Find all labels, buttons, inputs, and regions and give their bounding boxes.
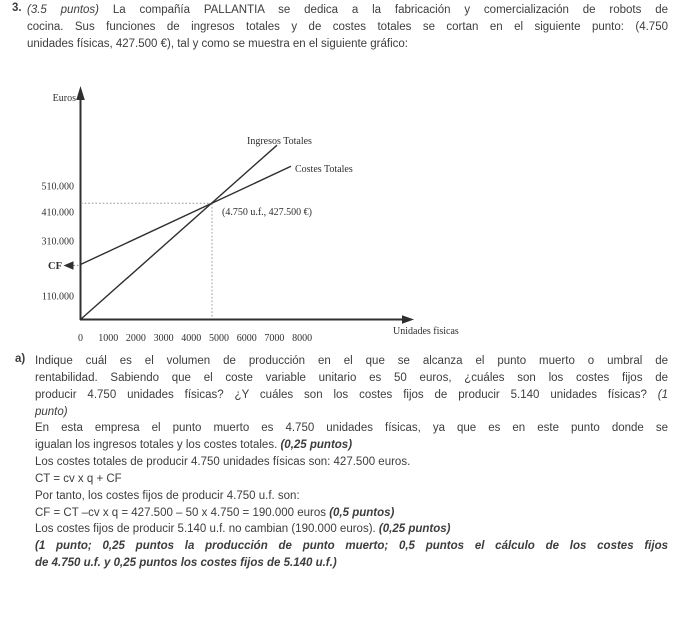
x-tick-0: 0: [78, 333, 83, 344]
x-tick-6000: 6000: [236, 333, 257, 344]
part-a-text: [35, 353, 668, 572]
cf-arrow-icon: [64, 261, 74, 269]
y-axis-arrow-icon: [76, 86, 85, 100]
y-tick-410000: 410.000: [41, 207, 74, 219]
cf-label: CF: [48, 261, 62, 272]
x-tick-8000: 8000: [292, 333, 313, 344]
x-axis-arrow-icon: [402, 315, 414, 324]
part-a-line-2: rentabilidad. Sabiendo que el coste variable unitario es 50 euros, ¿cuáles son los costes fijos de: [35, 371, 668, 384]
intro-line-1: [27, 2, 668, 19]
part-a-points-close: punto): [35, 405, 68, 418]
part-a-line-6: [35, 437, 668, 454]
breakeven-chart: [0, 85, 480, 347]
y-tick-510000: 510.000: [41, 181, 74, 193]
part-a-line-3-text: producir 4.750 unidades físicas? ¿Y cuáles son los costes fijos de producir 5.140 unidades físicas?: [35, 388, 658, 401]
intro-points: (3.5 puntos): [27, 4, 100, 16]
x-tick-4000: 4000: [181, 333, 202, 344]
x-tick-2000: 2000: [125, 333, 146, 344]
part-a-line-11-text: Los costes fijos de producir 5.140 u.f. no cambian (190.000 euros).: [35, 523, 379, 536]
part-a-line-11-points: (0,25 puntos): [378, 523, 451, 536]
problem-number: 3.: [12, 2, 22, 14]
part-a-line-6-text: igualan los ingresos totales y los costes totales.: [35, 439, 281, 452]
ingresos-totales-line: [81, 145, 278, 319]
part-a-line-7: Los costes totales de producir 4.750 unidades físicas son: 427.500 euros.: [35, 456, 411, 469]
y-axis-label: Euros: [52, 93, 76, 104]
part-a-line-1: Indique cuál es el volumen de producción en el que se alcanza el punto muerto o umbral de: [35, 355, 668, 367]
part-a-line-5: En esta empresa el punto muerto es 4.750 unidades físicas, ya que es en este punto donde se: [35, 422, 668, 435]
breakeven-annotation: (4.750 u.f., 427.500 €): [222, 207, 312, 218]
x-tick-7000: 7000: [264, 333, 285, 344]
part-a-line-6-points: (0,25 puntos): [280, 439, 353, 452]
part-a-points-open: (1: [657, 388, 668, 401]
part-a-line-13: [35, 555, 668, 572]
x-tick-5000: 5000: [209, 333, 229, 344]
intro-line-3: unidades físicas, 427.500 €), tal y como se muestra en el siguiente gráfico:: [27, 38, 408, 50]
part-a-label: a): [15, 353, 26, 365]
y-tick-310000: 310.000: [41, 236, 74, 248]
part-a-line-3: [35, 387, 668, 404]
y-tick-110000: 110.000: [41, 291, 74, 303]
problem-intro: [27, 2, 668, 53]
part-a-line-8: CT = cv x q + CF: [35, 472, 122, 485]
intro-line-2: cocina. Sus funciones de ingresos totales y de costes totales se cortan en el siguiente punto: (4.750: [27, 21, 668, 33]
part-a-line-12-text: (1 punto; 0,25 puntos la producción de punto muerto; 0,5 puntos el cálculo de los costes fijos: [35, 540, 668, 553]
intro-line-1-text: La compañía PALLANTIA se dedica a la fabricación y comercialización de robots de: [99, 4, 668, 16]
ingresos-line-label: Ingresos Totales: [247, 136, 312, 147]
part-a-line-4: [35, 404, 668, 421]
part-a-line-9: Por tanto, los costes fijos de producir 4.750 u.f. son:: [35, 489, 300, 502]
x-tick-1000: 1000: [98, 333, 119, 344]
x-axis-label: Unidades fisicas: [393, 326, 459, 337]
part-a-line-11: [35, 521, 668, 538]
part-a-line-10: [35, 505, 668, 522]
part-a-line-10-text: CF = CT –cv x q = 427.500 – 50 x 4.750 = 190.000 euros: [35, 506, 330, 519]
part-a-line-12: [35, 538, 668, 555]
part-a-line-13-text: de 4.750 u.f. y 0,25 puntos los costes fijos de 5.140 u.f.): [35, 557, 337, 570]
part-a-line-10-points: (0,5 puntos): [329, 506, 395, 519]
costes-line-label: Costes Totales: [295, 164, 353, 175]
x-tick-3000: 3000: [153, 333, 174, 344]
